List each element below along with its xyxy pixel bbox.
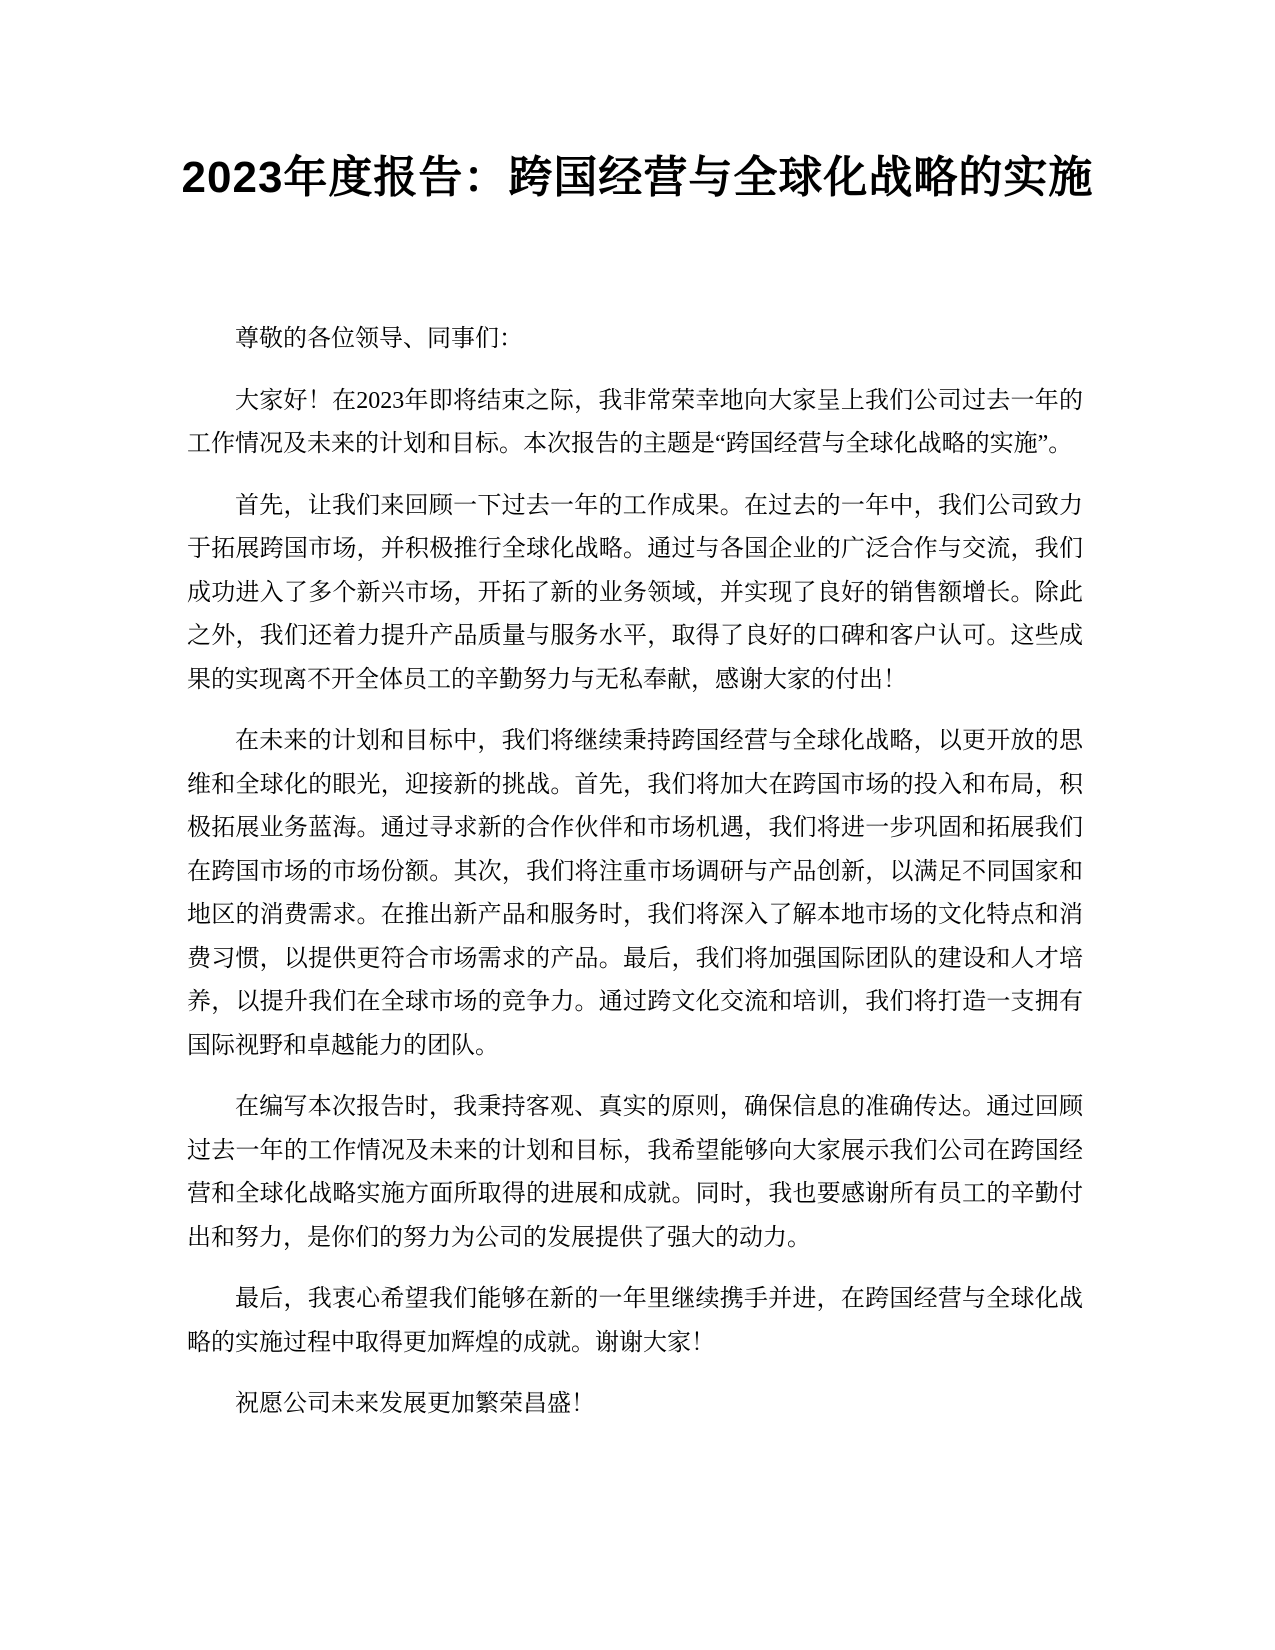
closing-wish: 祝愿公司未来发展更加繁荣昌盛！ [235, 1391, 595, 1417]
paragraph-conclusion: 最后，我衷心希望我们能够在新的一年里继续携手并进，在跨国经营与全球化战略的实施过程中取得更加辉煌的成就。谢谢大家！ [187, 1286, 1083, 1356]
salutation: 尊敬的各位领导、同事们： [235, 326, 523, 352]
paragraph-future-plans: 在未来的计划和目标中，我们将继续秉持跨国经营与全球化战略，以更开放的思维和全球化的眼光，迎接新的挑战。首先，我们将加大在跨国市场的投入和布局，积极拓展业务蓝海。通过寻求新的合作伙伴和市场机遇，我们将进一步巩固和拓展我们在跨国市场的市场份额。其次，我们将注重市场调研与产品创新，以满足不同国家和地区的消费需求。在推出新产品和服务时，我们将深入了解本地市场的文化特点和消费习惯，以提供更符合市场需求的产品。最后，我们将加强国际团队的建设和人才培养，以提升我们在全球市场的竞争力。通过跨文化交流和培训，我们将打造一支拥有国际视野和卓越能力的团队。 [187, 728, 1083, 1059]
document-title: 2023年度报告：跨国经营与全球化战略的实施 [181, 153, 1094, 202]
paragraph-achievements: 首先，让我们来回顾一下过去一年的工作成果。在过去的一年中，我们公司致力于拓展跨国市场，并积极推行全球化战略。通过与各国企业的广泛合作与交流，我们成功进入了多个新兴市场，开拓了新的业务领域，并实现了良好的销售额增长。除此之外，我们还着力提升产品质量与服务水平，取得了良好的口碑和客户认可。这些成果的实现离不开全体员工的辛勤努力与无私奉献，感谢大家的付出！ [187, 492, 1083, 693]
paragraph-report-principles: 在编写本次报告时，我秉持客观、真实的原则，确保信息的准确传达。通过回顾过去一年的工作情况及未来的计划和目标，我希望能够向大家展示我们公司在跨国经营和全球化战略实施方面所取得的进展和成就。同时，我也要感谢所有员工的辛勤付出和努力，是你们的努力为公司的发展提供了强大的动力。 [187, 1094, 1083, 1251]
document-body [187, 318, 1083, 1427]
paragraph-greeting: 大家好！在2023年即将结束之际，我非常荣幸地向大家呈上我们公司过去一年的工作情况及未来的计划和目标。本次报告的主题是“跨国经营与全球化战略的实施”。 [187, 387, 1083, 457]
